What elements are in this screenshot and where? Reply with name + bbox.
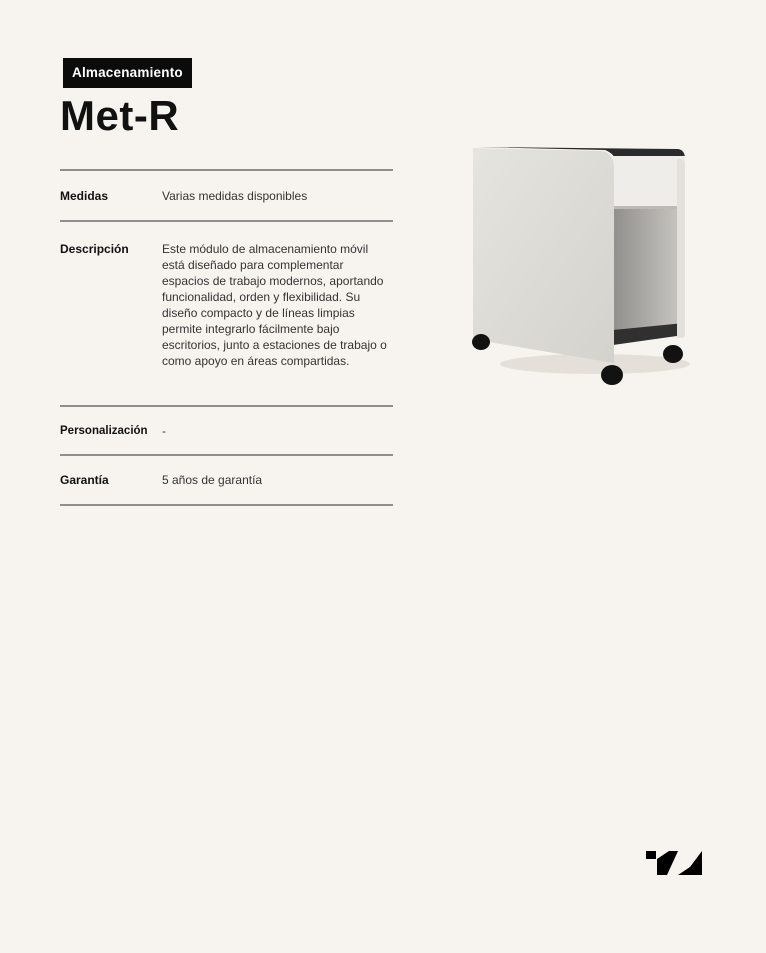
product-title: Met-R (60, 92, 180, 139)
spec-table (60, 169, 393, 506)
spec-row-descripcion (60, 222, 393, 407)
spec-value-descripcion: Este módulo de almacenamiento móvil está diseñado para complementar espacios de trabajo modernos, aportando funcionalidad, orden y flexibilidad. Su diseño compacto y de líneas limpias permite integrarlo fácilmente bajo escritorios, junto a estaciones de trabajo o como apoyo en áreas compartidas. (162, 242, 387, 368)
spec-label-medidas: Medidas (60, 188, 109, 203)
spec-label-personalizacion: Personalización (60, 424, 148, 437)
spec-value-garantia: 5 años de garantía (162, 473, 263, 487)
spec-label-garantia: Garantía (60, 473, 109, 487)
brand-logo-icon (645, 850, 703, 876)
spec-row-medidas (60, 171, 393, 222)
spec-row-personalizacion (60, 407, 393, 456)
spec-value-medidas: Varias medidas disponibles (162, 188, 308, 203)
spec-row-garantia (60, 456, 393, 506)
spec-value-personalizacion: - (162, 423, 166, 438)
category-badge: Almacenamiento (63, 58, 192, 88)
product-image (465, 140, 695, 390)
spec-label-descripcion: Descripción (60, 242, 129, 256)
